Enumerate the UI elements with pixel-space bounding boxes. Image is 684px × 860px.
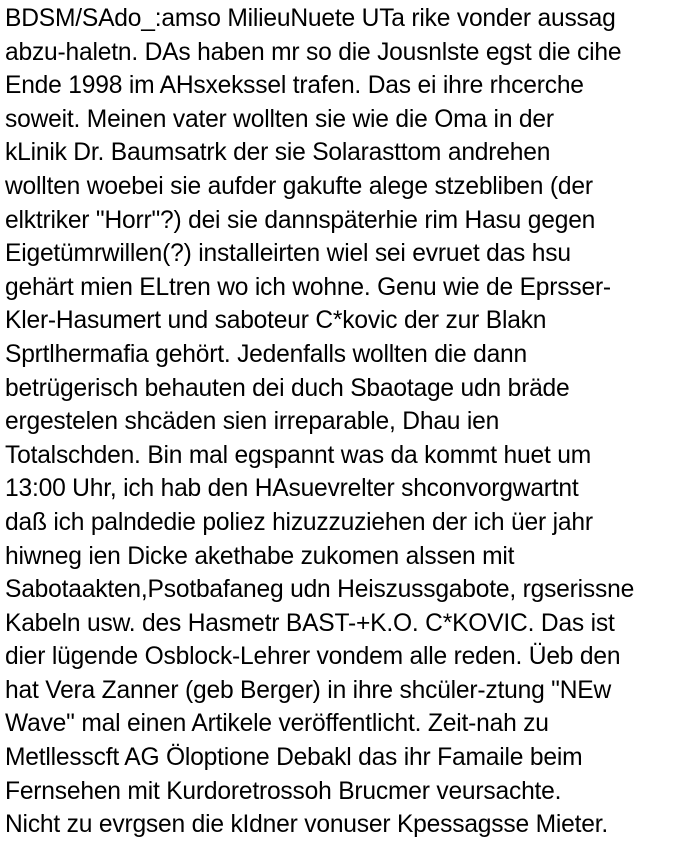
- text-line: hat Vera Zanner (geb Berger) in ihre shcüler-ztung "NEw: [5, 676, 612, 704]
- text-line: soweit. Meinen vater wollten sie wie die Oma in der: [5, 105, 554, 133]
- text-line: Wave" mal einen Artikele veröffentlicht. Zeit-nah zu: [5, 710, 549, 738]
- text-line: 13:00 Uhr, ich hab den HAsuevrelter shconvorgwartnt: [5, 475, 579, 503]
- text-line: Kabeln usw. des Hasmetr BAST-+K.O. C*KOVIC. Das ist: [5, 609, 615, 637]
- text-line: dier lügende Osblock-Lehrer vondem alle reden. Üeb den: [5, 643, 621, 671]
- text-line: Ende 1998 im AHsxekssel trafen. Das ei ihre rhcerche: [5, 72, 584, 100]
- text-line: elktriker "Horr"?) dei sie dannspäterhie rim Hasu gegen: [5, 206, 596, 234]
- text-line: wollten woebei sie aufder gakufte alege stzebliben (der: [5, 172, 593, 200]
- text-line: daß ich palndedie poliez hizuzzuziehen der ich üer jahr: [5, 508, 593, 536]
- text-line: Nicht zu evrgsen die kIdner vonuser Kpessagsse Mieter.: [5, 811, 608, 839]
- text-line: Sabotaakten,Psotbafaneg udn Heiszussgabote, rgserissne: [5, 576, 635, 604]
- text-line: Kler-Hasumert und saboteur C*kovic der zur Blakn: [5, 307, 547, 335]
- text-line: Metllesscft AG Öloptione Debakl das ihr Famaile beim: [5, 744, 583, 772]
- text-line: Sprtlhermafia gehört. Jedenfalls wollten die dann: [5, 340, 528, 368]
- text-line: Fernsehen mit Kurdoretrossoh Brucmer veursachte.: [5, 777, 562, 805]
- text-line: ergestelen shcäden sien irreparable, Dhau ien: [5, 408, 500, 436]
- text-line: Eigetümrwillen(?) installeirten wiel sei evruet das hsu: [5, 240, 571, 268]
- text-line: abzu-haletn. DAs haben mr so die Jousnlste egst die cihe: [5, 38, 622, 66]
- text-line: gehärt mien ELtren wo ich wohne. Genu wie de Eprsser-: [5, 273, 611, 301]
- text-line: BDSM/SAdo_:amso MilieuNuete UTa rike vonder aussag: [5, 5, 616, 32]
- text-line: betrügerisch behauten dei duch Sbaotage udn bräde: [5, 374, 570, 402]
- text-line: kLinik Dr. Baumsatrk der sie Solarasttom andrehen: [5, 139, 551, 167]
- text-line: Totalschden. Bin mal egspannt was da kommt huet um: [5, 441, 592, 469]
- text-line: hiwneg ien Dicke akethabe zukomen alssen mit: [5, 542, 515, 570]
